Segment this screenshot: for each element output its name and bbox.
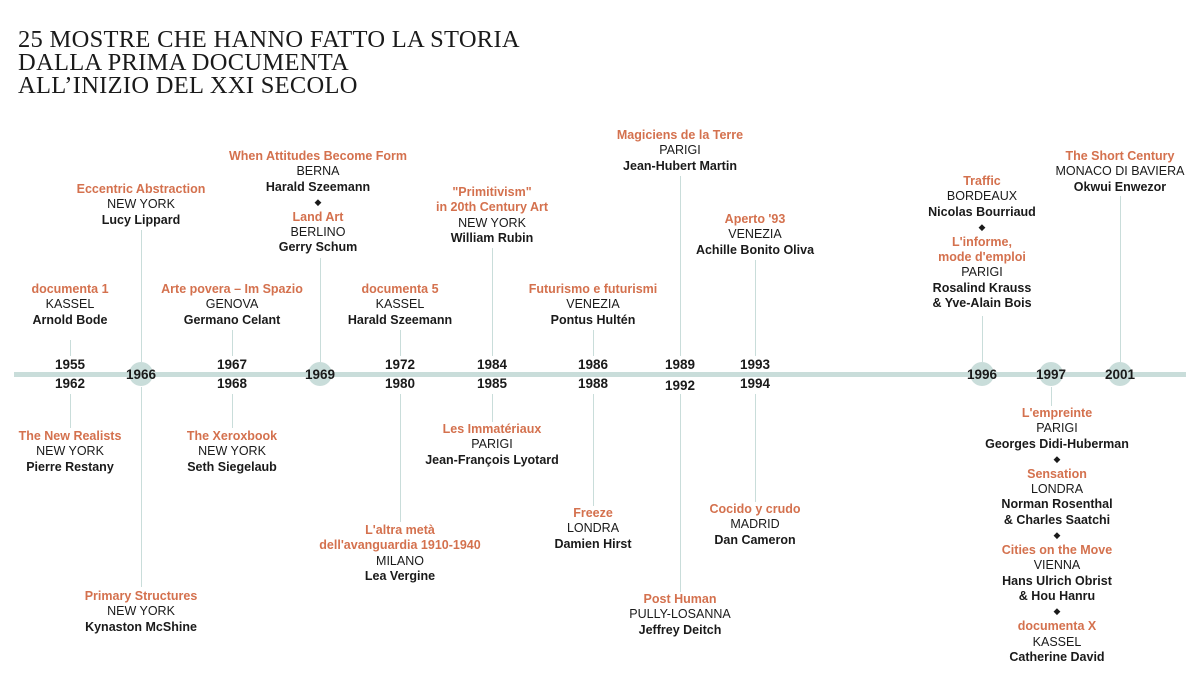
exhibition-title: dell'avanguardia 1910-1940 (319, 538, 481, 553)
exhibition-aperto-93 (625, 212, 885, 258)
exhibition-curator: Catherine David (1009, 649, 1105, 664)
exhibition-title: Aperto '93 (724, 212, 786, 226)
year-label: 1989 (664, 357, 696, 372)
year-label: 1985 (476, 376, 508, 391)
exhibition-title: The Short Century (1065, 149, 1175, 163)
exhibition-title: documenta 5 (361, 282, 439, 296)
exhibition-city: BERNA (296, 164, 340, 179)
exhibition-city: NEW YORK (458, 215, 526, 230)
exhibition-curator: & Hou Hanru (1018, 588, 1096, 603)
exhibition-title: L'empreinte (1021, 406, 1093, 420)
page-title (18, 28, 520, 97)
exhibition-curator: Georges Didi-Huberman (985, 436, 1129, 451)
exhibition-city: VENEZIA (728, 227, 782, 242)
exhibition-title: The New Realists (18, 429, 122, 443)
exhibition-title: Primary Structures (84, 589, 198, 603)
connector-1966-down (141, 387, 142, 587)
year-label: 1992 (664, 378, 696, 393)
year-label: 1997 (1035, 367, 1067, 382)
exhibition-city: PULLY-LOSANNA (629, 607, 731, 622)
exhibition-title: The Xeroxbook (186, 429, 278, 443)
title-line-1: 25 MOSTRE CHE HANNO FATTO LA STORIA (18, 26, 520, 53)
exhibition-city: LONDRA (1030, 482, 1084, 497)
year-label: 1984 (476, 357, 508, 372)
exhibition-curator: Harald Szeemann (347, 312, 453, 327)
exhibition-short-century (990, 149, 1196, 195)
year-label: 1988 (577, 376, 609, 391)
exhibition-city: KASSEL (375, 297, 425, 312)
exhibition-title: Traffic (963, 174, 1001, 188)
connector-1996 (982, 316, 983, 362)
exhibition-curator: Kynaston McShine (85, 619, 197, 634)
connector-1989 (680, 176, 681, 356)
separator-diamond: ◆ (1053, 453, 1061, 464)
exhibition-curator: Norman Rosenthal (1001, 497, 1113, 512)
exhibition-curator: Pierre Restany (26, 459, 114, 474)
year-label: 1968 (216, 376, 248, 391)
connector-1967 (232, 330, 233, 356)
title-line-3: ALL’INIZIO DEL XXI SECOLO (18, 72, 358, 99)
exhibition-city: PARIGI (471, 437, 513, 452)
exhibition-city: MADRID (730, 517, 780, 532)
exhibition-curator: Hans Ulrich Obrist (1002, 573, 1112, 588)
exhibition-title: Arte povera – Im Spazio (161, 282, 303, 296)
exhibition-post-human (550, 592, 810, 638)
exhibition-curator: Jean-François Lyotard (425, 452, 559, 467)
exhibition-curator: William Rubin (450, 230, 534, 245)
exhibition-curator: Seth Siegelaub (187, 459, 277, 474)
exhibition-city: LONDRA (566, 521, 620, 536)
year-label: 1994 (739, 376, 771, 391)
exhibition-primitivism (362, 185, 622, 246)
exhibition-city: GENOVA (205, 297, 259, 312)
connector-1997 (1051, 387, 1052, 406)
exhibition-title: L'altra metà (365, 523, 435, 537)
connector-1968 (232, 394, 233, 428)
exhibition-futurismo (463, 282, 723, 328)
year-label: 1966 (125, 367, 157, 382)
exhibition-city: PARIGI (1036, 421, 1078, 436)
exhibition-curator: Achille Bonito Oliva (695, 242, 815, 257)
exhibition-curator: Arnold Bode (32, 312, 108, 327)
exhibition-city: PARIGI (659, 143, 701, 158)
exhibition-city: KASSEL (1032, 634, 1082, 649)
year-label: 2001 (1104, 367, 1136, 382)
exhibition-title: documenta X (1017, 619, 1097, 634)
year-label: 1986 (577, 357, 609, 372)
exhibition-title: Les Immatériaux (442, 422, 542, 436)
exhibition-title: documenta 1 (31, 282, 109, 296)
year-label: 1993 (739, 357, 771, 372)
connector-1962 (70, 394, 71, 428)
connector-1994 (755, 394, 756, 502)
exhibition-title: Cities on the Move (1001, 543, 1113, 558)
exhibition-xeroxbook (102, 429, 362, 475)
connector-1992 (680, 394, 681, 592)
exhibition-curator: Harald Szeemann (265, 179, 371, 194)
year-label: 1967 (216, 357, 248, 372)
connector-1985 (492, 394, 493, 422)
exhibition-title: mode d'emploi (938, 250, 1026, 265)
exhibition-curator: & Charles Saatchi (1003, 512, 1111, 527)
exhibition-curator: Germano Celant (183, 312, 281, 327)
exhibition-city: NEW YORK (198, 444, 266, 459)
exhibition-city: VIENNA (1033, 558, 1081, 573)
exhibition-immateriaux (362, 422, 622, 468)
exhibition-city: PARIGI (961, 265, 1003, 280)
exhibitions-1997 (927, 406, 1187, 665)
exhibition-cocido-y-crudo (625, 502, 885, 548)
exhibition-city: BERLINO (290, 225, 346, 240)
exhibition-curator: Jean-Hubert Martin (623, 158, 737, 173)
exhibition-city: NEW YORK (36, 444, 104, 459)
exhibition-curator: Gerry Schum (278, 240, 358, 255)
exhibition-primary-structures (11, 589, 271, 635)
exhibition-title: "Primitivism" (452, 185, 532, 199)
exhibition-curator: Rosalind Krauss (932, 280, 1032, 295)
exhibition-title: Freeze (573, 506, 613, 520)
exhibition-city: BORDEAUX (946, 189, 1018, 204)
separator-diamond: ◆ (314, 196, 322, 207)
year-label: 1972 (384, 357, 416, 372)
exhibition-curator: Nicolas Bourriaud (928, 204, 1036, 219)
exhibition-curator: Jeffrey Deitch (638, 622, 722, 637)
separator-diamond: ◆ (1053, 530, 1061, 541)
connector-1986 (593, 330, 594, 356)
exhibition-city: NEW YORK (107, 197, 175, 212)
exhibition-title: Post Human (643, 592, 717, 606)
exhibition-title: Sensation (1027, 466, 1087, 481)
connector-1972 (400, 330, 401, 356)
year-label: 1955 (54, 357, 86, 372)
exhibition-city: NEW YORK (107, 604, 175, 619)
exhibition-title: in 20th Century Art (435, 200, 549, 215)
exhibition-title: Land Art (292, 209, 344, 224)
exhibition-city: MILANO (376, 553, 424, 568)
exhibition-curator: Okwui Enwezor (1073, 179, 1167, 194)
separator-diamond: ◆ (978, 221, 986, 232)
connector-2001 (1120, 196, 1121, 362)
exhibition-curator: Damien Hirst (554, 536, 632, 551)
year-label: 1996 (966, 367, 998, 382)
title-line-2: DALLA PRIMA DOCUMENTA (18, 49, 350, 76)
separator-diamond: ◆ (1053, 606, 1061, 617)
exhibition-title: Eccentric Abstraction (76, 182, 206, 196)
exhibition-curator: Pontus Hultén (550, 312, 636, 327)
exhibition-title: Magiciens de la Terre (616, 128, 744, 142)
exhibition-title: Cocido y crudo (709, 502, 801, 516)
exhibition-title: Futurismo e futurismi (528, 282, 658, 296)
exhibition-title: L'informe, (952, 234, 1012, 249)
exhibition-city: VENEZIA (566, 297, 620, 312)
exhibition-title: When Attitudes Become Form (228, 149, 408, 163)
exhibition-magiciens (550, 128, 810, 174)
exhibition-curator: Lucy Lippard (101, 212, 181, 227)
connector-1955 (70, 340, 71, 356)
exhibition-city: KASSEL (45, 297, 95, 312)
exhibition-curator: & Yve-Alain Bois (932, 296, 1032, 311)
exhibition-curator: Dan Cameron (714, 532, 796, 547)
year-label: 1969 (304, 367, 336, 382)
connector-1993 (755, 260, 756, 356)
year-label: 1962 (54, 376, 86, 391)
year-label: 1980 (384, 376, 416, 391)
exhibition-curator: Lea Vergine (364, 568, 436, 583)
exhibition-city: MONACO DI BAVIERA (1055, 164, 1185, 179)
